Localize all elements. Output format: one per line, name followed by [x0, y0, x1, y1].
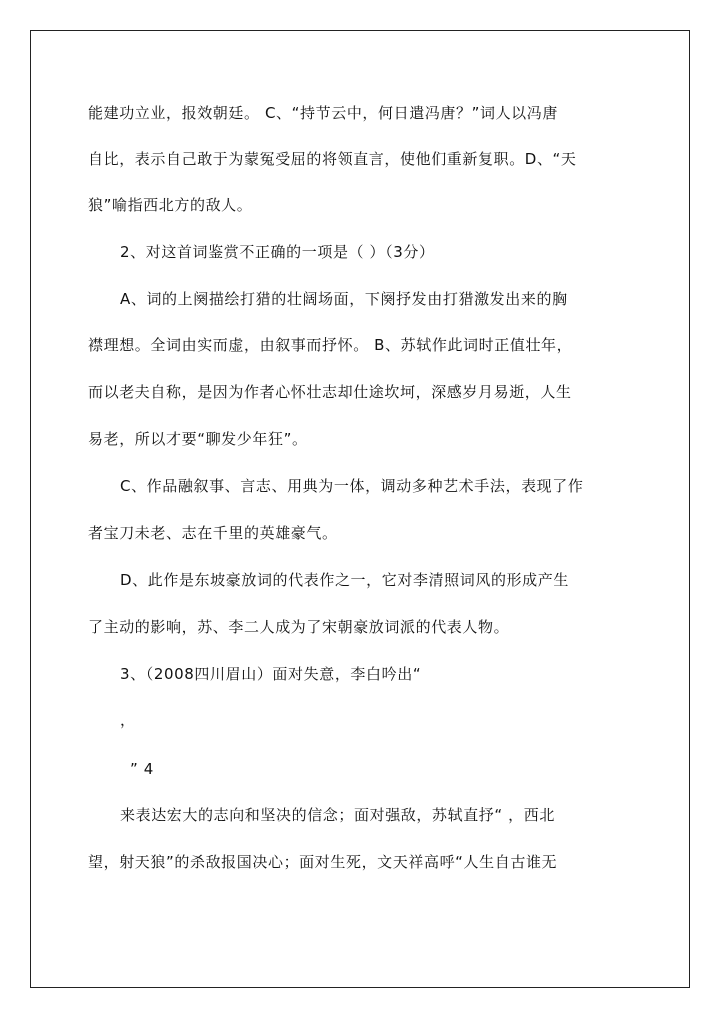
- text-line: 来表达宏大的志向和坚决的信念；面对强敌，苏轼直抒“ ，西北: [120, 806, 555, 824]
- option-c: C、作品融叙事、言志、用典为一体，调动多种艺术手法，表现了作: [120, 477, 584, 495]
- text-line: 而以老夫自称，是因为作者心怀壮志却仕途坎坷，深感岁月易逝，人生: [88, 383, 572, 401]
- text-line: 望，射天狼”的杀敌报国决心；面对生死，文天祥高呼“人生自古谁无: [88, 853, 558, 871]
- page-frame: [30, 30, 690, 988]
- text-line: 襟理想。全词由实而虚，由叙事而抒怀。 B、苏轼作此词时正值壮年，: [88, 336, 573, 354]
- option-a: A、词的上阕描绘打猎的壮阔场面，下阕抒发由打猎激发出来的胸: [120, 290, 568, 308]
- blank-quote-4: ” 4: [130, 760, 154, 778]
- text-line: 易老，所以才要“聊发少年狂”。: [88, 430, 308, 448]
- question-3: 3、（2008四川眉山）面对失意，李白吟出“: [120, 665, 422, 683]
- text-line: 者宝刀未老、志在千里的英雄豪气。: [88, 524, 338, 542]
- question-2: 2、对这首词鉴赏不正确的一项是（ ）（3分）: [120, 243, 435, 261]
- option-d: D、此作是东坡豪放词的代表作之一，它对李清照词风的形成产生: [120, 571, 569, 589]
- blank-comma: ，: [120, 711, 136, 729]
- text-line: 了主动的影响，苏、李二人成为了宋朝豪放词派的代表人物。: [88, 618, 510, 636]
- text-line: 能建功立业，报效朝廷。 C、“持节云中，何日遣冯唐？”词人以冯唐: [88, 104, 558, 122]
- text-line: 狼”喻指西北方的敌人。: [88, 196, 253, 214]
- text-line: 自比，表示自己敢于为蒙冤受屈的将领直言，使他们重新复职。D、“天: [88, 150, 577, 168]
